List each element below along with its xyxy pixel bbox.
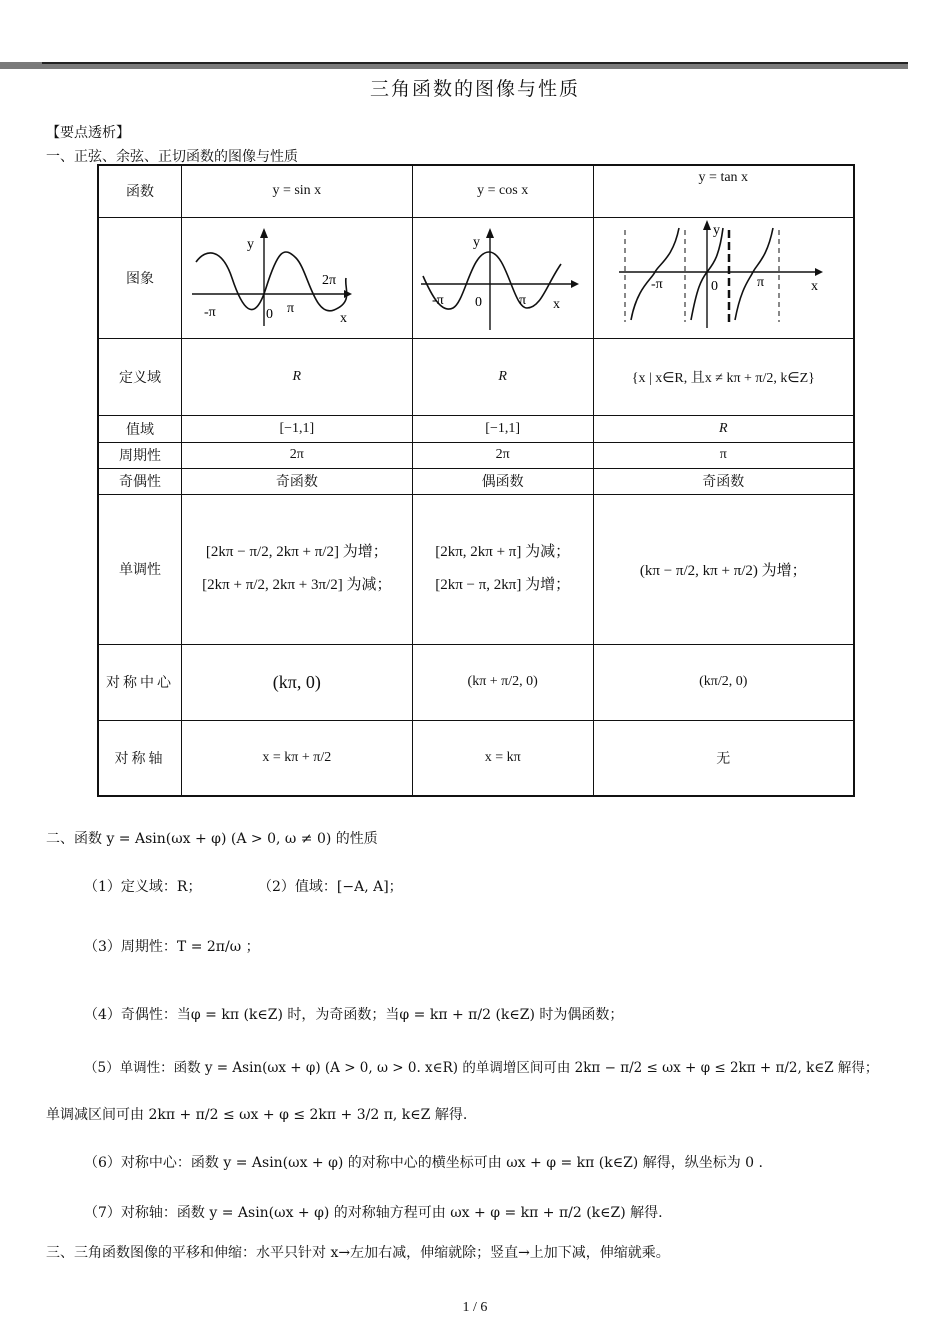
monotonic-tan: (kπ − π/2, kπ + π/2) 为增； <box>593 494 854 644</box>
row-label: 定义域 <box>98 338 181 415</box>
item-5-decreasing: 单调减区间可由 2kπ + π/2 ≤ ωx + φ ≤ 2kπ + 3/2 π, k∈Z 解得. <box>46 1107 468 1123</box>
sin-zero-label: 0 <box>266 307 274 322</box>
item-2-range: （2）值域：[−A, A]； <box>258 879 403 895</box>
table-row <box>98 494 854 644</box>
table-row <box>98 165 854 217</box>
monotonic-cos <box>412 494 593 644</box>
cos-graph-cell <box>412 217 593 338</box>
page-number: 1 / 6 <box>462 1300 488 1315</box>
section-1-heading: 一、正弦、余弦、正切函数的图像与性质 <box>46 149 298 165</box>
cos-graph <box>415 218 590 333</box>
sin-increasing-interval: [2kπ − π/2, 2kπ + π/2] 为增； <box>205 544 388 560</box>
row-label: 函数 <box>98 165 181 217</box>
sin-decreasing-interval: [2kπ + π/2, 2kπ + 3π/2] 为减； <box>202 577 392 593</box>
range-tan: R <box>593 415 854 442</box>
item-6-center: （6）对称中心：函数 y = Asin(ωx + φ) 的对称中心的横坐标可由 ωx + φ = kπ (k∈Z) 解得，纵坐标为 0 . <box>84 1155 763 1171</box>
sin-x-label: x <box>340 311 348 326</box>
cos-increasing-interval: [2kπ − π, 2kπ] 为增； <box>435 577 571 593</box>
item-4-parity: （4）奇偶性：当φ = kπ (k∈Z) 时，为奇函数；当φ = kπ + π/2 (k∈Z) 时为偶函数； <box>84 1007 624 1023</box>
period-tan: π <box>593 442 854 468</box>
tan-graph <box>611 218 836 333</box>
section-3-heading: 三、三角函数图像的平移和伸缩：水平只针对 x→左加右减，伸缩就除；竖直→上加下减，伸缩就乘。 <box>46 1245 670 1261</box>
cos-decreasing-interval: [2kπ, 2kπ + π] 为减； <box>435 544 571 560</box>
function-tan: y = tan x <box>593 165 854 217</box>
axis-cos: x = kπ <box>412 720 593 796</box>
cos-zero-label: 0 <box>475 295 483 310</box>
center-sin: (kπ, 0) <box>181 644 412 720</box>
row-label: 图象 <box>98 217 181 338</box>
item-7-axis: （7）对称轴：函数 y = Asin(ωx + φ) 的对称轴方程可由 ωx + φ = kπ + π/2 (k∈Z) 解得. <box>84 1205 663 1221</box>
sin-graph <box>184 218 409 333</box>
period-sin: 2π <box>181 442 412 468</box>
item-3-period: （3）周期性：T = 2π/ω ； <box>84 939 260 955</box>
domain-tan: {x | x∈R, 且x ≠ kπ + π/2, k∈Z} <box>593 338 854 415</box>
sin-graph-cell <box>181 217 412 338</box>
monotonic-sin <box>181 494 412 644</box>
cos-x-label: x <box>553 297 561 312</box>
row-label: 对称中心 <box>98 644 181 720</box>
tan-graph-cell <box>593 217 854 338</box>
period-cos: 2π <box>412 442 593 468</box>
table-row <box>98 217 854 338</box>
row-label: 奇偶性 <box>98 468 181 494</box>
tan-x-label: x <box>810 279 818 294</box>
function-sin: y = sin x <box>181 165 412 217</box>
parity-cos: 偶函数 <box>412 468 593 494</box>
tan-y-label: y <box>712 223 720 238</box>
parity-tan: 奇函数 <box>593 468 854 494</box>
page-title: 三角函数的图像与性质 <box>369 78 580 100</box>
cos-y-label: y <box>473 235 481 250</box>
table-row <box>98 338 854 415</box>
center-cos: (kπ + π/2, 0) <box>412 644 593 720</box>
table-row <box>98 720 854 796</box>
tan-zero-label: 0 <box>710 279 718 294</box>
row-label: 周期性 <box>98 442 181 468</box>
domain-cos: R <box>412 338 593 415</box>
table-row <box>98 644 854 720</box>
section-2-heading: 二、函数 y = Asin(ωx + φ) (A > 0, ω ≠ 0) 的性质 <box>46 831 378 847</box>
item-1-domain: （1）定义域：R； <box>84 879 202 895</box>
row-label: 值域 <box>98 415 181 442</box>
row-label: 单调性 <box>98 494 181 644</box>
table-row <box>98 442 854 468</box>
sin-negpi-label: -π <box>204 305 217 320</box>
table-row <box>98 468 854 494</box>
section-label: 【要点透析】 <box>46 125 130 141</box>
header-rule <box>42 62 908 64</box>
tan-negpi-label: -π <box>650 277 663 292</box>
parity-sin: 奇函数 <box>181 468 412 494</box>
sin-2pi-label: 2π <box>322 273 337 288</box>
function-cos: y = cos x <box>412 165 593 217</box>
properties-table <box>97 164 855 797</box>
cos-negpi-label: -π <box>432 293 444 308</box>
cos-pi-label: π <box>519 293 527 308</box>
axis-sin: x = kπ + π/2 <box>181 720 412 796</box>
row-label: 对称轴 <box>98 720 181 796</box>
range-cos: [−1,1] <box>412 415 593 442</box>
domain-sin: R <box>181 338 412 415</box>
tan-pi-label: π <box>756 275 764 290</box>
range-sin: [−1,1] <box>181 415 412 442</box>
item-5-monotonic: （5）单调性：函数 y = Asin(ωx + φ) (A > 0, ω > 0. x∈R) 的单调增区间可由 2kπ − π/2 ≤ ωx + φ ≤ 2kπ + π/2, k∈Z 解得； <box>84 1060 879 1076</box>
sin-pi-label: π <box>287 301 295 316</box>
sin-y-label: y <box>247 237 255 252</box>
axis-tan: 无 <box>593 720 854 796</box>
center-tan: (kπ/2, 0) <box>593 644 854 720</box>
table-row <box>98 415 854 442</box>
